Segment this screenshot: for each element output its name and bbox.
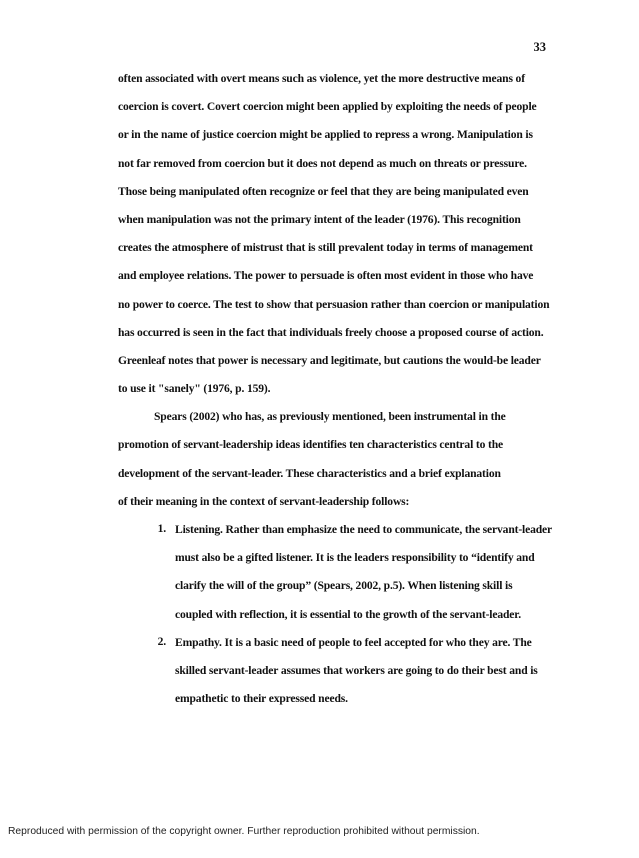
- text-line: not far removed from coercion but it does not depend as much on threats or pressure.: [118, 156, 527, 170]
- text-line: or in the name of justice coercion might be applied to repress a wrong. Manipulation is: [118, 128, 533, 142]
- text-line: and employee relations. The power to persuade is often most evident in those who have: [118, 269, 534, 283]
- list-item-line: must also be a gifted listener. It is the leaders responsibility to “identify and: [175, 551, 535, 565]
- list-item-line: coupled with reflection, it is essential to the growth of the servant-leader.: [175, 607, 521, 621]
- copyright-footer: Reproduced with permission of the copyright owner. Further reproduction prohibited without permission.: [8, 826, 480, 837]
- text-line: promotion of servant-leadership ideas identifies ten characteristics central to the: [118, 438, 503, 452]
- text-line: Those being manipulated often recognize or feel that they are being manipulated even: [118, 184, 529, 198]
- list-item-line: clarify the will of the group” (Spears, 2002, p.5). When listening skill is: [175, 579, 513, 593]
- list-item-line: empathetic to their expressed needs.: [175, 692, 348, 706]
- list-item-line: 2. Empathy. It is a basic need of people to feel accepted for who they are. The: [157, 634, 532, 649]
- text-line: no power to coerce. The test to show that persuasion rather than coercion or manipulation: [118, 297, 550, 311]
- text-line: development of the servant-leader. These characteristics and a brief explanation: [118, 466, 501, 480]
- body-text: [118, 72, 563, 720]
- text-line: coercion is covert. Covert coercion might been applied by exploiting the needs of people: [118, 100, 537, 114]
- text-line: creates the atmosphere of mistrust that is still prevalent today in terms of management: [118, 241, 533, 255]
- list-item: [118, 523, 563, 622]
- page-number: 33: [533, 40, 546, 54]
- text-line: of their meaning in the context of servant-leadership follows:: [118, 494, 410, 508]
- list-item-line: 1. Listening. Rather than emphasize the need to communicate, the servant-leader: [157, 522, 553, 536]
- text-line: when manipulation was not the primary intent of the leader (1976). This recognition: [118, 212, 521, 226]
- numbered-list: [118, 523, 563, 706]
- text-line: Spears (2002) who has, as previously mentioned, been instrumental in the: [154, 410, 506, 424]
- text-line: often associated with overt means such as violence, yet the more destructive means of: [118, 72, 525, 85]
- list-item-line: skilled servant-leader assumes that workers are going to do their best and is: [175, 663, 538, 677]
- list-item: [118, 636, 563, 706]
- text-line: to use it "sanely" (1976, p. 159).: [118, 382, 271, 396]
- text-line: Greenleaf notes that power is necessary and legitimate, but cautions the would-be leader: [118, 353, 541, 367]
- text-line: has occurred is seen in the fact that individuals freely choose a proposed course of action.: [118, 325, 544, 339]
